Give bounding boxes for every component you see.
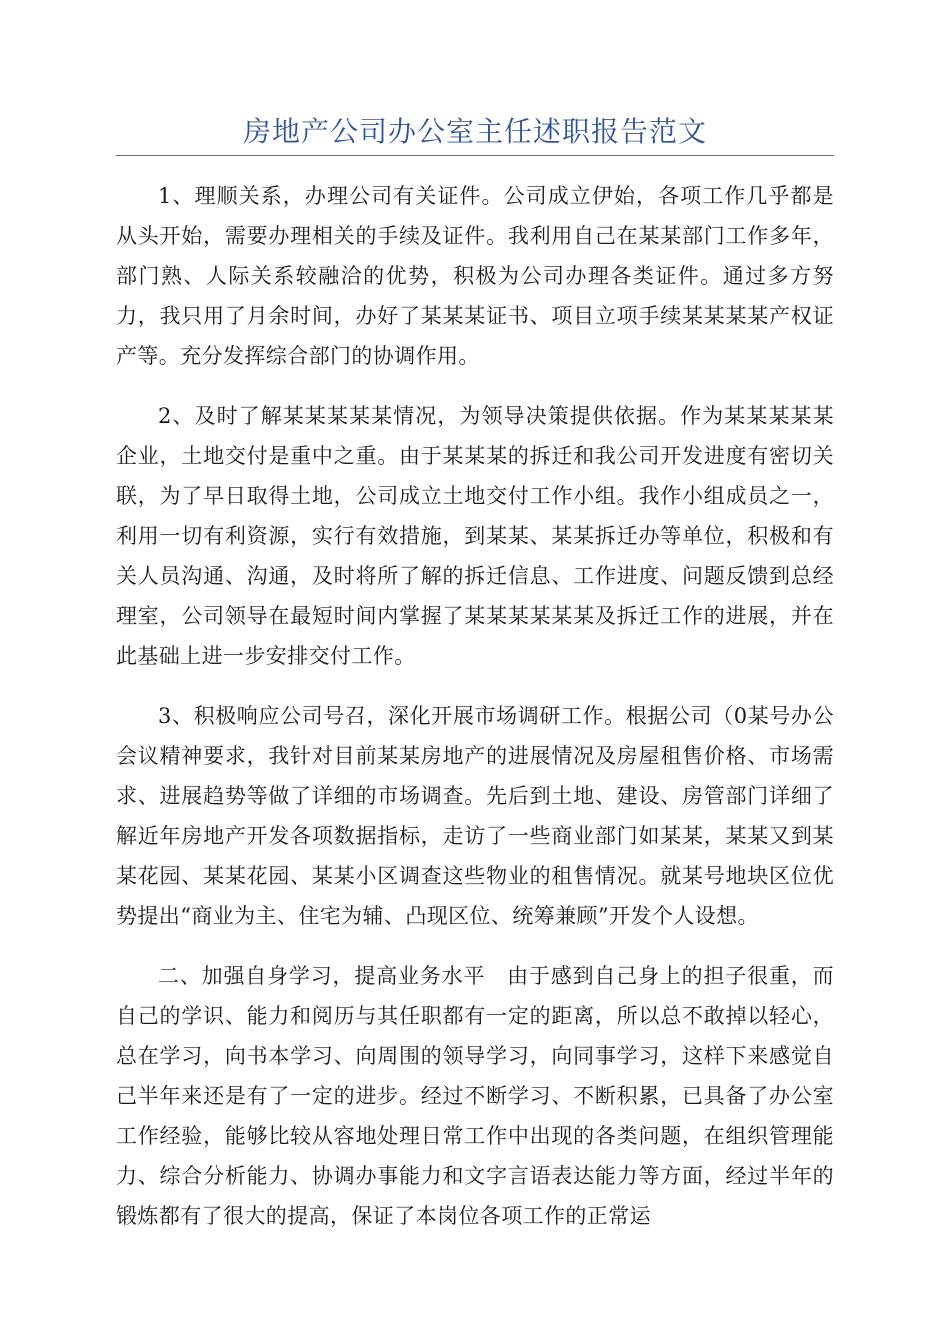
paragraph-3: 3、积极响应公司号召，深化开展市场调研工作。根据公司（0某号办公会议精神要求，我针对目前某某房地产的进展情况及房屋租售价格、市场需求、进展趋势等做了详细的市场调查。先后到土地、建设、房管部门详细了解近年房地产开发各项数据指标，走访了一些商业部门如某某，某某又到某某花园、某某花园、某某小区调查这些物业的租售情况。就某号地块区位优势提出“商业为主、住宅为辅、凸现区位、统筹兼顾”开发个人设想。 — [116, 704, 834, 928]
paragraph-2: 2、及时了解某某某某某情况，为领导决策提供依据。作为某某某某某企业，土地交付是重中之重。由于某某某的拆迁和我公司开发进度有密切关联，为了早日取得土地，公司成立土地交付工作小组。我作小组成员之一，利用一切有利资源，实行有效措施，到某某、某某拆迁办等单位，积极和有关人员沟通、沟通，及时将所了解的拆迁信息、工作进度、问题反馈到总经理室，公司领导在最短时间内掌握了某某某某某某及拆迁工作的进展，并在此基础上进一步安排交付工作。 — [116, 404, 834, 668]
document-title: 房地产公司办公室主任述职报告范文 — [242, 115, 707, 148]
paragraph-4: 二、加强自身学习，提高业务水平 由于感到自己身上的担子很重，而自己的学识、能力和阅历与其任职都有一定的距离，所以总不敢掉以轻心，总在学习，向书本学习、向周围的领导学习，向同事学习，这样下来感觉自己半年来还是有了一定的进步。经过不断学习、不断积累，已具备了办公室工作经验，能够比较从容地处理日常工作中出现的各类问题，在组织管理能力、综合分析能力、协调办事能力和文字言语表达能力等方面，经过半年的锻炼都有了很大的提高，保证了本岗位各项工作的正常运 — [116, 964, 834, 1228]
document-body — [116, 176, 834, 1256]
title-underline — [116, 155, 834, 156]
paragraph-1: 1、理顺关系，办理公司有关证件。公司成立伊始，各项工作几乎都是从头开始，需要办理相关的手续及证件。我利用自己在某某部门工作多年，部门熟、人际关系较融洽的优势，积极为公司办理各类证件。通过多方努力，我只用了月余时间，办好了某某某证书、项目立项手续某某某某产权证产等。充分发挥综合部门的协调作用。 — [116, 184, 834, 368]
